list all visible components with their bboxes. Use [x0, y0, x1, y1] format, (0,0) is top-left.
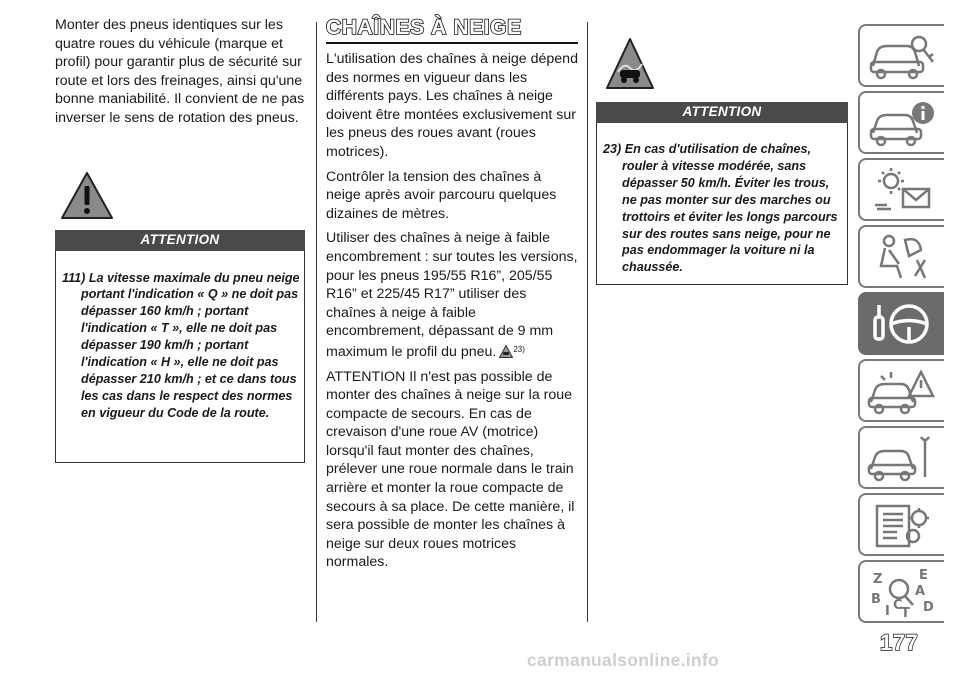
alphabetical-index-icon [867, 565, 937, 619]
tab-seat-safety[interactable] [858, 225, 944, 288]
steering-wheel-key-icon [867, 299, 937, 349]
attention-header: ATTENTION [55, 230, 305, 251]
page-number: 177 [880, 630, 919, 655]
column-divider [587, 22, 588, 622]
svg-text:Z: Z [873, 571, 883, 587]
seat-safety-icon [867, 232, 937, 282]
paragraph: Contrôler la tension des chaînes à neige après avoir parcouru quelques dizaines de mètres. [326, 168, 557, 222]
attention-item-text: En cas d'utilisation de chaînes, rouler à vitesse modérée, sans dépasser 50 km/h. Éviter les trous, ne pas monter sur des marches ou trottoirs et éviter les longs parcours sur des routes sans neige, pour ne pas endommager la voiture ni la chaussée. [622, 142, 838, 275]
right-column [596, 16, 848, 285]
svg-text:A: A [915, 583, 926, 599]
attention-item-text: La vitesse maximale du pneu neige portant l'indication « Q » ne doit pas dépasser 160 km/h ; portant l'indication « T », elle ne doit pas dépasser 190 km/h ; portant l'indication « H », elle ne doit pas dépasser 210 km/h ; et ce dans tous les cas dans le respect des normes en vigueur du Code de la route. [81, 270, 300, 420]
tab-maintenance[interactable] [858, 426, 944, 489]
tab-starting-driving[interactable] [858, 292, 944, 355]
tab-technical-data[interactable] [858, 493, 944, 556]
attention-item-number: 111) [62, 270, 86, 285]
attention-box [55, 251, 305, 463]
attention-item [603, 141, 843, 276]
tab-index[interactable] [858, 560, 944, 623]
technical-data-icon [867, 500, 937, 550]
tab-car-info[interactable] [858, 91, 944, 154]
svg-text:C: C [893, 597, 903, 613]
paragraph-text: Utiliser des chaînes à neige à faible encombrement : sur toutes les versions, pour les pneus 195/55 R16”, 205/55 R16” et 225/45 R17” utiliser des chaînes à neige à faible encombrement, dépassant de 9 mm maximum le profil du pneu. [326, 230, 578, 360]
left-column [55, 16, 305, 463]
section-title: CHAÎNES À NEIGE [326, 16, 578, 44]
svg-text:I: I [885, 603, 890, 619]
chapter-tabs [858, 24, 944, 627]
snow-chain-warning-icon [499, 345, 513, 358]
car-service-icon [867, 433, 937, 483]
paragraph [326, 229, 578, 361]
attention-box [596, 123, 848, 285]
middle-column [326, 16, 578, 578]
snow-chains-warning-icon [604, 36, 656, 92]
car-info-icon [867, 99, 937, 147]
section-body [326, 50, 578, 572]
paragraph: ATTENTION Il n'est pas possible de monter des chaînes à neige sur la roue compacte de secours. En cas de crevaison d'une roue AV (motrice) lorsqu'il faut monter des chaînes, prélever une roue normale dans le train arrière et monter la roue compacte de secours à sa place. De cette manière, il sera possible de monter les chaînes à neige sur deux roues motrices normales. [326, 368, 575, 571]
svg-text:D: D [923, 599, 934, 615]
warning-lights-icon [867, 165, 937, 215]
reference-number: 23) [513, 344, 525, 354]
warning-triangle-icon [59, 170, 115, 222]
watermark: carmanualsonline.info [527, 650, 720, 670]
column-divider [316, 22, 317, 622]
svg-text:T: T [901, 605, 910, 619]
tab-warning-lights[interactable] [858, 158, 944, 221]
car-key-icon [867, 32, 937, 80]
svg-text:E: E [919, 567, 928, 583]
car-breakdown-icon [867, 366, 937, 416]
tab-emergency[interactable] [858, 359, 944, 422]
attention-header: ATTENTION [596, 102, 848, 123]
paragraph: L'utilisation des chaînes à neige dépend des normes en vigueur dans les différents pays. Les chaînes à neige doivent être montées exclusivement sur les pneus des roues avant (roues motrices). [326, 51, 578, 160]
tab-car-key[interactable] [858, 24, 944, 87]
svg-text:B: B [871, 591, 881, 607]
intro-paragraph: Monter des pneus identiques sur les quatre roues du véhicule (marque et profil) pour garantir plus de sécurité sur route et lors des freinages, ainsi qu'une bonne maniabilité. Il convient de ne pas inverser le sens de rotation des pneus. [55, 17, 305, 126]
attention-item-number: 23) [603, 142, 622, 156]
attention-item [62, 270, 300, 422]
